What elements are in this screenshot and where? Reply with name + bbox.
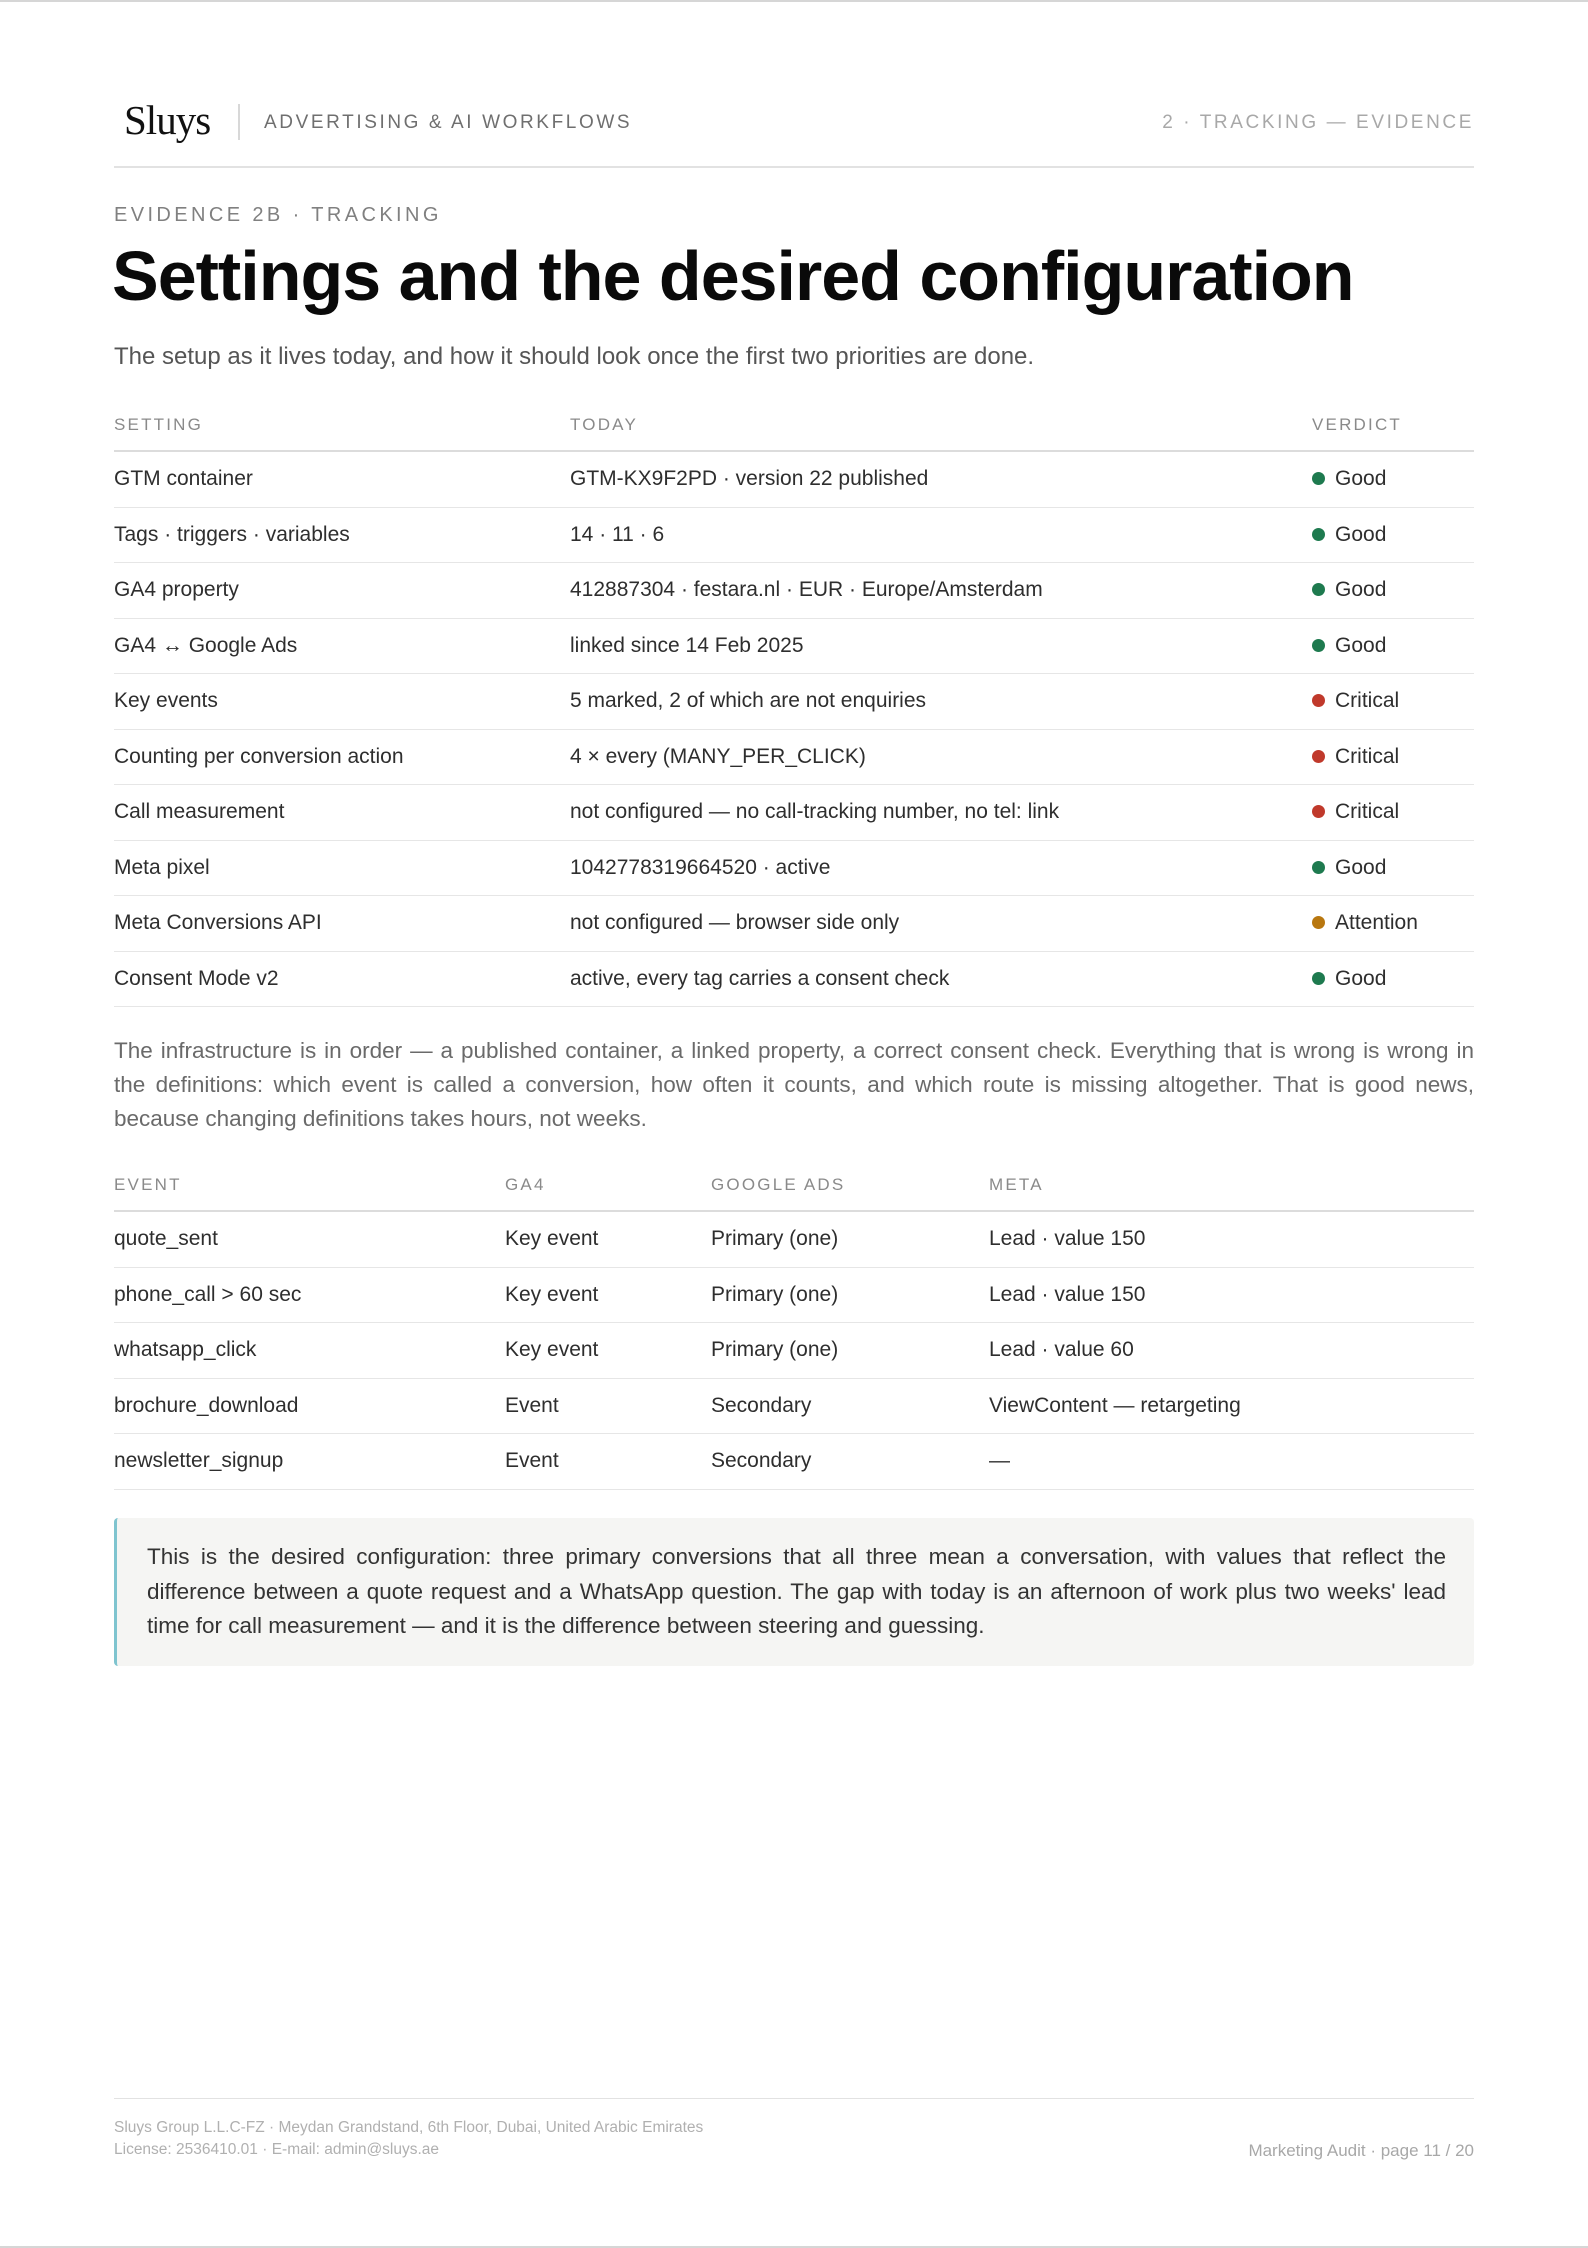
table-row xyxy=(114,451,1474,507)
table-row xyxy=(114,1434,1474,1490)
column-header-today: TODAY xyxy=(570,400,1312,451)
column-header-setting: SETTING xyxy=(114,400,570,451)
verdict-cell xyxy=(1312,618,1474,674)
section-label: 2 · TRACKING — EVIDENCE xyxy=(1162,112,1474,133)
verdict-label: Critical xyxy=(1335,744,1400,768)
table-row xyxy=(114,785,1474,841)
setting-name: GTM container xyxy=(114,451,570,507)
table-row xyxy=(114,729,1474,785)
settings-table xyxy=(114,400,1474,1007)
meta-value: Lead · value 150 xyxy=(989,1267,1474,1323)
verdict-cell xyxy=(1312,951,1474,1007)
status-dot-icon xyxy=(1312,639,1325,652)
event-name: phone_call > 60 sec xyxy=(114,1267,505,1323)
status-dot-icon xyxy=(1312,805,1325,818)
column-header-ga4: GA4 xyxy=(505,1160,711,1211)
setting-today-value: 412887304 · festara.nl · EUR · Europe/Amsterdam xyxy=(570,563,1312,619)
table-row xyxy=(114,1323,1474,1379)
verdict-cell xyxy=(1312,674,1474,730)
infrastructure-paragraph: The infrastructure is in order — a published container, a linked property, a correct consent check. Everything that is wrong is wrong in the definitions: which event is called a conversion, how often it counts, and which route is missing altogether. That is good news, because changing definitions takes hours, not weeks. xyxy=(114,1038,1474,1131)
status-dot-icon xyxy=(1312,750,1325,763)
setting-name: Counting per conversion action xyxy=(114,729,570,785)
event-name: newsletter_signup xyxy=(114,1434,505,1490)
status-dot-icon xyxy=(1312,528,1325,541)
page-header xyxy=(114,96,1474,168)
page-footer xyxy=(114,2098,1474,2159)
brand-logo: Sluys xyxy=(124,97,211,143)
google-ads-value: Secondary xyxy=(711,1434,989,1490)
table-row xyxy=(114,1267,1474,1323)
ga4-value: Key event xyxy=(505,1323,711,1379)
status-dot-icon xyxy=(1312,694,1325,707)
meta-value: — xyxy=(989,1434,1474,1490)
events-table xyxy=(114,1160,1474,1490)
verdict-label: Critical xyxy=(1335,800,1400,824)
google-ads-value: Primary (one) xyxy=(711,1323,989,1379)
verdict-cell xyxy=(1312,563,1474,619)
table-row xyxy=(114,1211,1474,1267)
table-row xyxy=(114,896,1474,952)
table-row xyxy=(114,674,1474,730)
table-row xyxy=(114,1378,1474,1434)
setting-today-value: not configured — browser side only xyxy=(570,896,1312,952)
setting-today-value: 14 · 11 · 6 xyxy=(570,507,1312,563)
meta-value: Lead · value 150 xyxy=(989,1211,1474,1267)
ga4-value: Event xyxy=(505,1434,711,1490)
verdict-label: Good xyxy=(1335,633,1387,657)
verdict-label: Attention xyxy=(1335,911,1418,935)
verdict-label: Good xyxy=(1335,467,1387,491)
setting-name: Meta pixel xyxy=(114,840,570,896)
verdict-cell xyxy=(1312,507,1474,563)
event-name: whatsapp_click xyxy=(114,1323,505,1379)
footer-company-address: Sluys Group L.L.C-FZ · Meydan Grandstand, 6th Floor, Dubai, United Arabic Emirates xyxy=(114,2119,704,2136)
setting-name: Key events xyxy=(114,674,570,730)
callout-text: This is the desired configuration: three primary conversions that all three mean a conversation, with values that reflect the difference between a quote request and a WhatsApp question. The gap with today is an afternoon of work plus two weeks' lead time for call measurement — and it is the difference between steering and guessing. xyxy=(147,1544,1446,1638)
desired-configuration-callout xyxy=(114,1518,1474,1666)
setting-today-value: 4 × every (MANY_PER_CLICK) xyxy=(570,729,1312,785)
footer-page-number: Marketing Audit · page 11 / 20 xyxy=(1248,2141,1474,2160)
column-header-verdict: VERDICT xyxy=(1312,400,1474,451)
footer-license-email: License: 2536410.01 · E-mail: admin@sluys.ae xyxy=(114,2141,440,2158)
google-ads-value: Secondary xyxy=(711,1378,989,1434)
meta-value: Lead · value 60 xyxy=(989,1323,1474,1379)
verdict-cell xyxy=(1312,840,1474,896)
verdict-cell xyxy=(1312,785,1474,841)
header-divider xyxy=(238,104,240,140)
setting-name: GA4 ↔ Google Ads xyxy=(114,618,570,674)
verdict-label: Good xyxy=(1335,855,1387,879)
setting-today-value: 5 marked, 2 of which are not enquiries xyxy=(570,674,1312,730)
status-dot-icon xyxy=(1312,472,1325,485)
table-row xyxy=(114,840,1474,896)
page-lede: The setup as it lives today, and how it should look once the first two priorities are done. xyxy=(114,343,1035,370)
ga4-value: Key event xyxy=(505,1211,711,1267)
table-row xyxy=(114,951,1474,1007)
page-title: Settings and the desired configuration xyxy=(112,237,1354,315)
verdict-label: Good xyxy=(1335,522,1387,546)
setting-name: Meta Conversions API xyxy=(114,896,570,952)
status-dot-icon xyxy=(1312,972,1325,985)
header-subtitle: ADVERTISING & AI WORKFLOWS xyxy=(264,112,633,133)
ga4-value: Key event xyxy=(505,1267,711,1323)
verdict-cell xyxy=(1312,729,1474,785)
verdict-cell xyxy=(1312,451,1474,507)
verdict-label: Critical xyxy=(1335,689,1400,713)
google-ads-value: Primary (one) xyxy=(711,1211,989,1267)
table-row xyxy=(114,563,1474,619)
setting-today-value: GTM-KX9F2PD · version 22 published xyxy=(570,451,1312,507)
event-name: quote_sent xyxy=(114,1211,505,1267)
setting-name: Call measurement xyxy=(114,785,570,841)
event-name: brochure_download xyxy=(114,1378,505,1434)
meta-value: ViewContent — retargeting xyxy=(989,1378,1474,1434)
status-dot-icon xyxy=(1312,861,1325,874)
verdict-label: Good xyxy=(1335,578,1387,602)
table-header-row xyxy=(114,400,1474,451)
status-dot-icon xyxy=(1312,583,1325,596)
setting-name: Consent Mode v2 xyxy=(114,951,570,1007)
setting-today-value: not configured — no call-tracking number, no tel: link xyxy=(570,785,1312,841)
table-row xyxy=(114,618,1474,674)
setting-name: GA4 property xyxy=(114,563,570,619)
google-ads-value: Primary (one) xyxy=(711,1267,989,1323)
status-dot-icon xyxy=(1312,916,1325,929)
column-header-google-ads: GOOGLE ADS xyxy=(711,1160,989,1211)
page-top-border xyxy=(0,0,1588,2)
column-header-meta: META xyxy=(989,1160,1474,1211)
setting-today-value: linked since 14 Feb 2025 xyxy=(570,618,1312,674)
column-header-event: EVENT xyxy=(114,1160,505,1211)
table-row xyxy=(114,507,1474,563)
setting-name: Tags · triggers · variables xyxy=(114,507,570,563)
evidence-eyebrow: EVIDENCE 2B · TRACKING xyxy=(114,204,442,226)
setting-today-value: 1042778319664520 · active xyxy=(570,840,1312,896)
table-header-row xyxy=(114,1160,1474,1211)
ga4-value: Event xyxy=(505,1378,711,1434)
events-table-body xyxy=(114,1211,1474,1489)
settings-table-body xyxy=(114,451,1474,1007)
verdict-label: Good xyxy=(1335,966,1387,990)
setting-today-value: active, every tag carries a consent check xyxy=(570,951,1312,1007)
verdict-cell xyxy=(1312,896,1474,952)
